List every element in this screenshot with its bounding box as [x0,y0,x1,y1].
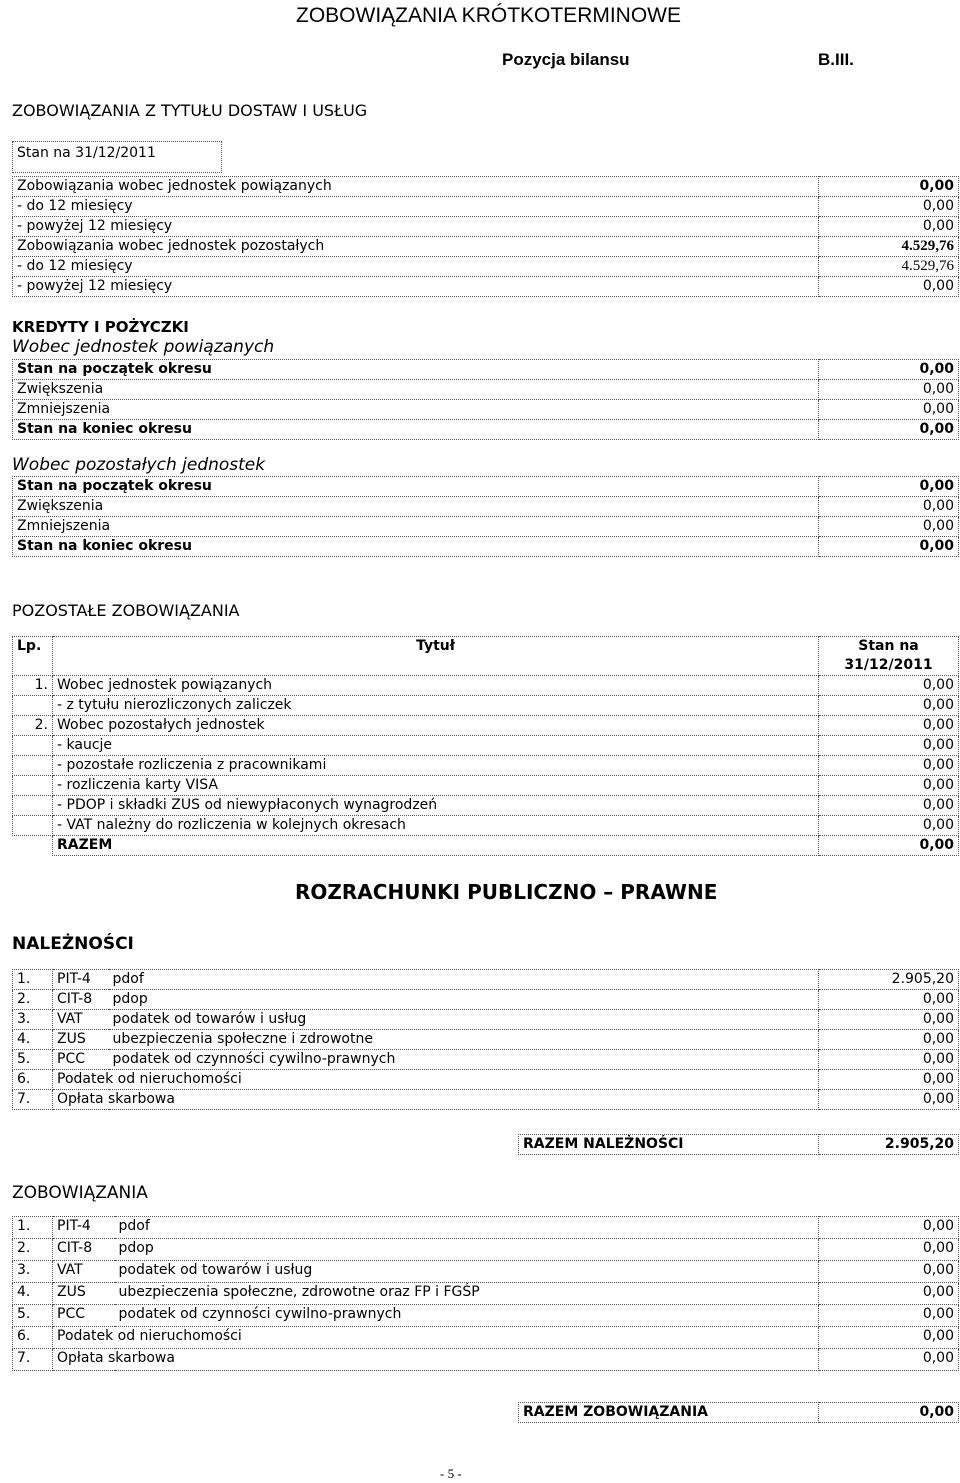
row-value: 0,00 [819,477,959,497]
row-lp: 6. [13,1070,53,1090]
row-code: Podatek od nieruchomości [53,1327,819,1349]
table-row [13,1349,959,1371]
row-value: 0,00 [819,1030,959,1050]
total-spacer [13,836,53,856]
row-code: PCC [53,1050,109,1070]
table-row [13,380,959,400]
row-value: 0,00 [819,400,959,420]
row-value: 0,00 [819,1050,959,1070]
row-label: - z tytułu nierozliczonych zaliczek [53,696,819,716]
row-lp [13,756,53,776]
naleznosci-total [518,1134,959,1155]
row-label: Zobowiązania wobec jednostek pozostałych [13,237,819,257]
kredyty-table-2 [12,476,959,557]
row-code: PIT-4 [53,1217,115,1239]
row-desc: pdop [109,990,819,1010]
table-total-row [13,836,959,856]
table-row [13,537,959,557]
zobowiazania-total [518,1402,959,1423]
row-code: CIT-8 [53,1239,115,1261]
row-code: VAT [53,1261,115,1283]
row-lp: 2. [13,1239,53,1261]
row-value: 0,00 [819,816,959,836]
row-code: Opłata skarbowa [53,1349,819,1371]
section-title-dostaw: ZOBOWIĄZANIA Z TYTUŁU DOSTAW I USŁUG [12,101,368,120]
col-header-stan-label: Stan na [858,638,919,654]
row-lp: 3. [13,1010,53,1030]
table-row [13,1327,959,1349]
table-row [13,796,959,816]
table-row [13,756,959,776]
table-row [13,1239,959,1261]
table-row [13,1090,959,1110]
page-number: - 5 - [440,1466,462,1481]
row-value: 0,00 [819,1305,959,1327]
row-value: 0,00 [819,217,959,237]
row-lp: 2. [13,716,53,736]
table-row [13,217,959,237]
row-desc: pdop [115,1239,819,1261]
row-value: 0,00 [819,197,959,217]
table-row [13,497,959,517]
table-row [13,676,959,696]
row-lp: 7. [13,1090,53,1110]
row-code: PCC [53,1305,115,1327]
row-value: 0,00 [819,796,959,816]
row-label: Stan na początek okresu [13,360,819,380]
row-desc: pdof [109,970,819,990]
row-label: Stan na koniec okresu [13,420,819,440]
row-label: Zmniejszenia [13,400,819,420]
row-label: - PDOP i składki ZUS od niewypłaconych wynagrodzeń [53,796,819,816]
row-value: 0,00 [819,1283,959,1305]
row-desc: podatek od czynności cywilno-prawnych [115,1305,819,1327]
total-label: RAZEM NALEŻNOŚCI [519,1135,819,1155]
row-value: 0,00 [819,1349,959,1371]
row-desc: pdof [115,1217,819,1239]
table-row [13,990,959,1010]
row-value: 0,00 [819,1090,959,1110]
col-header-tytul: Tytuł [53,637,819,676]
dostaw-date-label: Stan na 31/12/2011 [13,142,222,173]
row-desc: podatek od towarów i usług [115,1261,819,1283]
row-lp: 5. [13,1050,53,1070]
section-title-kredyty: KREDYTY I POŻYCZKI [12,318,189,336]
row-label: - pozostałe rozliczenia z pracownikami [53,756,819,776]
section-title-naleznosci: NALEŻNOŚCI [12,934,134,954]
table-row [13,1050,959,1070]
table-row [13,277,959,297]
row-value: 0,00 [819,1327,959,1349]
row-label: - do 12 miesięcy [13,197,819,217]
naleznosci-table [12,969,959,1110]
table-header-row [13,637,959,676]
row-lp [13,776,53,796]
row-label: - powyżej 12 miesięcy [13,217,819,237]
row-lp: 7. [13,1349,53,1371]
table-row [13,1305,959,1327]
total-value: 2.905,20 [819,1135,959,1155]
row-lp [13,816,53,836]
table-row [13,736,959,756]
row-lp [13,736,53,756]
row-code: VAT [53,1010,109,1030]
table-row [13,420,959,440]
row-value: 0,00 [819,776,959,796]
section-title-rozrachunki: ROZRACHUNKI PUBLICZNO – PRAWNE [295,880,718,904]
balance-position-label: Pozycja bilansu [502,50,630,69]
row-label: Zwiększenia [13,497,819,517]
row-lp: 5. [13,1305,53,1327]
total-label: RAZEM ZOBOWIĄZANIA [519,1403,819,1423]
table-row [13,517,959,537]
zobowiazania-table [12,1216,959,1371]
kredyty-table-1 [12,359,959,440]
table-row [13,177,959,197]
row-value: 4.529,76 [819,257,959,277]
table-row [13,1030,959,1050]
row-value: 0,00 [819,420,959,440]
table-row [13,360,959,380]
row-lp: 4. [13,1030,53,1050]
row-code: ZUS [53,1030,109,1050]
col-header-stan [819,637,959,676]
row-value: 0,00 [819,1261,959,1283]
total-value: 0,00 [819,836,959,856]
row-value: 0,00 [819,177,959,197]
row-value: 0,00 [819,990,959,1010]
table-row [13,816,959,836]
row-label: Stan na początek okresu [13,477,819,497]
row-value: 0,00 [819,277,959,297]
row-code: Podatek od nieruchomości [53,1070,819,1090]
row-label: Zwiększenia [13,380,819,400]
row-label: Wobec jednostek powiązanych [53,676,819,696]
row-label: - rozliczenia karty VISA [53,776,819,796]
row-value: 0,00 [819,1070,959,1090]
row-value: 0,00 [819,360,959,380]
row-label: - kaucje [53,736,819,756]
table-row [13,1283,959,1305]
col-header-stan-date: 31/12/2011 [844,657,933,673]
row-value: 0,00 [819,517,959,537]
row-value: 0,00 [819,1217,959,1239]
balance-position-code: B.III. [818,50,854,69]
row-value: 0,00 [819,716,959,736]
row-value: 0,00 [819,497,959,517]
table-row [13,1217,959,1239]
dostaw-date-box [12,141,222,173]
row-label: Zmniejszenia [13,517,819,537]
pozostale-table [12,636,959,856]
row-value: 0,00 [819,380,959,400]
row-value: 0,00 [819,676,959,696]
row-value: 0,00 [819,696,959,716]
row-value: 4.529,76 [819,237,959,257]
row-label: Wobec pozostałych jednostek [53,716,819,736]
dostaw-table [12,176,959,297]
table-row [13,237,959,257]
row-lp: 4. [13,1283,53,1305]
col-header-lp: Lp. [13,637,53,676]
row-value: 0,00 [819,1239,959,1261]
row-label: - VAT należny do rozliczenia w kolejnych okresach [53,816,819,836]
row-label: Stan na koniec okresu [13,537,819,557]
table-row [13,400,959,420]
row-value: 0,00 [819,1010,959,1030]
row-lp: 1. [13,1217,53,1239]
row-value: 0,00 [819,756,959,776]
row-label: - do 12 miesięcy [13,257,819,277]
row-desc: podatek od towarów i usług [109,1010,819,1030]
row-code: CIT-8 [53,990,109,1010]
table-row [13,197,959,217]
row-desc: podatek od czynności cywilno-prawnych [109,1050,819,1070]
row-desc: ubezpieczenia społeczne, zdrowotne oraz FP i FGŚP [115,1283,819,1305]
kredyty-subtitle-pozostale: Wobec pozostałych jednostek [12,455,266,475]
table-row [13,696,959,716]
table-row [13,716,959,736]
table-row [13,776,959,796]
total-label: RAZEM [53,836,819,856]
row-lp: 1. [13,970,53,990]
table-row [13,477,959,497]
page-title: ZOBOWIĄZANIA KRÓTKOTERMINOWE [296,4,682,27]
section-title-pozostale: POZOSTAŁE ZOBOWIĄZANIA [12,601,240,620]
row-value: 0,00 [819,736,959,756]
table-row [13,1070,959,1090]
total-value: 0,00 [819,1403,959,1423]
row-lp: 1. [13,676,53,696]
row-code: PIT-4 [53,970,109,990]
kredyty-subtitle-powiazane: Wobec jednostek powiązanych [12,337,275,357]
row-code: Opłata skarbowa [53,1090,819,1110]
table-row [13,1010,959,1030]
row-lp: 3. [13,1261,53,1283]
row-value: 0,00 [819,537,959,557]
row-lp: 6. [13,1327,53,1349]
row-lp [13,796,53,816]
row-label: - powyżej 12 miesięcy [13,277,819,297]
row-lp [13,696,53,716]
row-lp: 2. [13,990,53,1010]
table-row [13,257,959,277]
section-title-zobowiazania: ZOBOWIĄZANIA [12,1183,148,1203]
table-row [13,1261,959,1283]
row-desc: ubezpieczenia społeczne i zdrowotne [109,1030,819,1050]
row-label: Zobowiązania wobec jednostek powiązanych [13,177,819,197]
row-value: 2.905,20 [819,970,959,990]
table-row [13,970,959,990]
row-code: ZUS [53,1283,115,1305]
